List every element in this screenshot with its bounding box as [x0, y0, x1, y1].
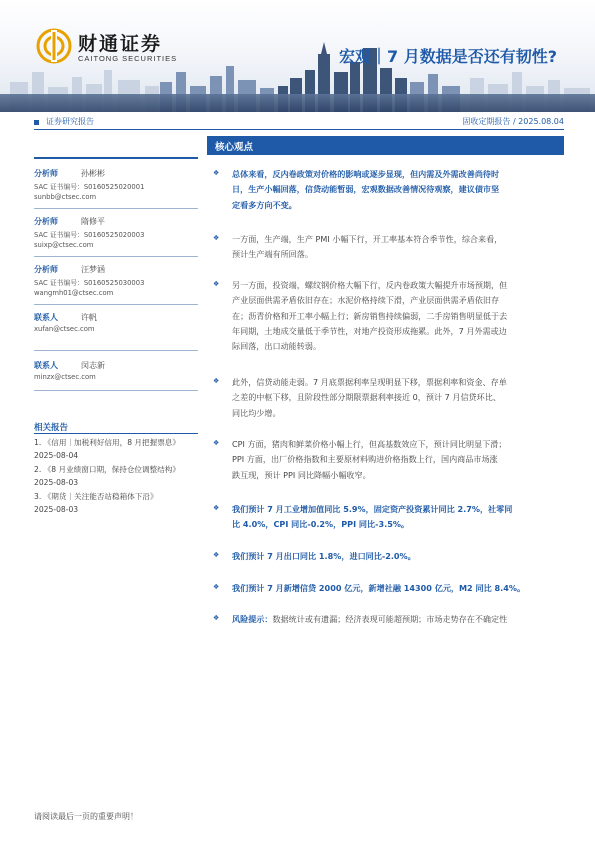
viewpoint-line: 另一方面，投资端，螺纹钢价格大幅下行，反内卷政策大幅提升市场预期，但: [232, 280, 508, 290]
viewpoint-line: 比 4.0%，CPI 同比-0.2%，PPI 同比-3.5%。: [232, 519, 410, 530]
company-logo: [36, 28, 186, 68]
diamond-bullet-icon: ❖: [213, 583, 220, 591]
report-headline: [34, 116, 564, 130]
viewpoint-line: 际回落，出口动能转弱。: [232, 341, 322, 352]
viewpoint-line: 之差的中枢下移，且阶段性部分期限票据利率接近 0，预计 7 月信贷环比、: [232, 392, 501, 403]
analyst-email[interactable]: wangmh01@ctsec.com: [34, 289, 114, 297]
viewpoint-text: [232, 232, 565, 263]
analyst-cert: SAC 证书编号：S0160525020003: [34, 231, 145, 239]
viewpoint-line: 跌互现，预计 PPI 同比降幅小幅收窄。: [232, 469, 371, 480]
viewpoint-line: 年同期，土地成交量低于季节性，对地产投资形成拖累。此外，7 月外需或边: [232, 325, 507, 336]
analyst-role: 分析师: [34, 217, 58, 226]
viewpoint-text: [232, 437, 565, 483]
viewpoint-line: 预计生产端有所回落。: [232, 249, 313, 260]
diamond-bullet-icon: ❖: [213, 551, 220, 559]
analyst-email[interactable]: sunbb@ctsec.com: [34, 193, 97, 201]
related-reports-rule: [34, 433, 198, 434]
diamond-bullet-icon: ❖: [213, 280, 220, 288]
report-title: 宏观｜7 月数据是否还有韧性?: [339, 47, 557, 66]
analyst-cert: SAC 证书编号：S0160525020001: [34, 183, 145, 191]
square-bullet-icon: [34, 120, 39, 125]
related-report-link[interactable]: 3. 《期货｜关注能否站稳箱体下沿》: [34, 492, 158, 501]
logo-english-name: CAITONG SECURITIES: [78, 54, 178, 63]
analyst-role: 分析师: [34, 265, 58, 274]
viewpoint-text: [232, 581, 565, 596]
viewpoint-line: PPI 方面，出厂价格指数和主要原材料购进价格指数上行，国内商品市场涨: [232, 454, 498, 465]
contact-role: 联系人: [34, 313, 58, 322]
diamond-bullet-icon: ❖: [213, 504, 220, 512]
related-report-date: 2025-08-03: [34, 505, 79, 514]
diamond-bullet-icon: ❖: [213, 614, 220, 622]
analyst-name: 孙彬彬: [81, 169, 105, 178]
analyst-section-rule: [34, 157, 198, 159]
related-report-link[interactable]: 2. 《8 月业绩窗口期，保持仓位调整结构》: [34, 465, 180, 474]
viewpoint-text: [232, 278, 565, 354]
related-report-date: 2025-08-03: [34, 478, 79, 487]
analyst-divider: [34, 304, 198, 305]
contact-name: 许帆: [81, 313, 97, 322]
viewpoint-text: [232, 549, 565, 564]
analyst-divider: [34, 256, 198, 257]
viewpoint-line: 一方面，生产端，生产 PMI 小幅下行，开工率基本符合季节性，综合来看，: [232, 234, 503, 244]
diamond-bullet-icon: ❖: [213, 439, 220, 447]
contact-name: 闵志新: [81, 361, 105, 370]
contact-email[interactable]: xufan@ctsec.com: [34, 325, 95, 333]
analyst-role: 分析师: [34, 169, 58, 178]
viewpoint-line: 我们预计 7 月出口同比 1.8%，进口同比-2.0%。: [232, 551, 416, 561]
viewpoint-text: [232, 502, 565, 533]
risk-label: 风险提示：: [232, 614, 273, 624]
core-viewpoints-header: [207, 136, 564, 154]
header-divider: [34, 129, 564, 130]
viewpoint-line: 在；沥青价格和开工率小幅上行；新房销售持续偏弱，二手房销售明显低于去: [232, 310, 508, 321]
related-report-link[interactable]: 1. 《信用｜加税利好信用，8 月把握票息》: [34, 438, 180, 447]
core-viewpoints-title: 核心观点: [215, 142, 254, 153]
contact-divider: [34, 350, 198, 351]
viewpoint-line: 此外，信贷动能走弱。7 月底票据利率呈现明显下移，票据利率和资金、存单: [232, 377, 507, 387]
viewpoint-line: 日，生产小幅回落，信贷动能暂弱，宏观数据改善情况待观察，建议债市坚: [232, 184, 500, 195]
diamond-bullet-icon: ❖: [213, 169, 220, 177]
core-viewpoints-rule: [207, 154, 564, 155]
viewpoint-line: 产业层面供需矛盾依旧存在；水泥价格持续下滑，产业层面供需矛盾依旧存: [232, 295, 500, 306]
diamond-bullet-icon: ❖: [213, 377, 220, 385]
diamond-bullet-icon: ❖: [213, 234, 220, 242]
analyst-name: 隋修平: [81, 217, 105, 226]
viewpoint-line: CPI 方面，猪肉和鲜菜价格小幅上行，但高基数效应下，预计同比明显下滑；: [232, 439, 507, 449]
viewpoint-text: [232, 375, 565, 421]
viewpoint-text: [232, 167, 565, 213]
logo-chinese-name: 财通证券: [78, 33, 163, 55]
contact-email[interactable]: minzx@ctsec.com: [34, 373, 96, 381]
report-meta: 固收定期报告 / 2025.08.04: [462, 117, 564, 126]
viewpoint-line: 我们预计 7 月新增信贷 2000 亿元，新增社融 14300 亿元，M2 同比 8.4%。: [232, 583, 526, 593]
related-reports-title: 相关报告: [34, 423, 69, 433]
viewpoint-text: [232, 612, 565, 627]
viewpoint-line: 总体来看，反内卷政策对价格的影响或逐步显现，但内需及外需改善尚待时: [232, 169, 500, 179]
caitong-logo-icon: [36, 28, 72, 64]
disclaimer-note: 请阅读最后一页的重要声明！: [34, 812, 138, 821]
viewpoint-line: 同比均少增。: [232, 407, 281, 418]
contact-role: 联系人: [34, 361, 58, 370]
analyst-name: 汪梦涵: [81, 265, 105, 274]
viewpoint-line: [232, 612, 565, 627]
analyst-email[interactable]: suixp@ctsec.com: [34, 241, 94, 249]
viewpoint-line: 定看多方向不变。: [232, 199, 297, 210]
contact-divider: [34, 390, 198, 391]
report-type: 证券研究报告: [46, 117, 94, 126]
viewpoint-line: 我们预计 7 月工业增加值同比 5.9%，固定资产投资累计同比 2.7%，社零同: [232, 504, 513, 514]
analyst-divider: [34, 208, 198, 209]
river-water: [0, 94, 595, 112]
related-report-date: 2025-08-04: [34, 451, 79, 460]
risk-text: 数据统计或有遗漏；经济表现可能超预期；市场走势存在不确定性: [272, 614, 508, 624]
analyst-cert: SAC 证书编号：S0160525030003: [34, 279, 145, 287]
